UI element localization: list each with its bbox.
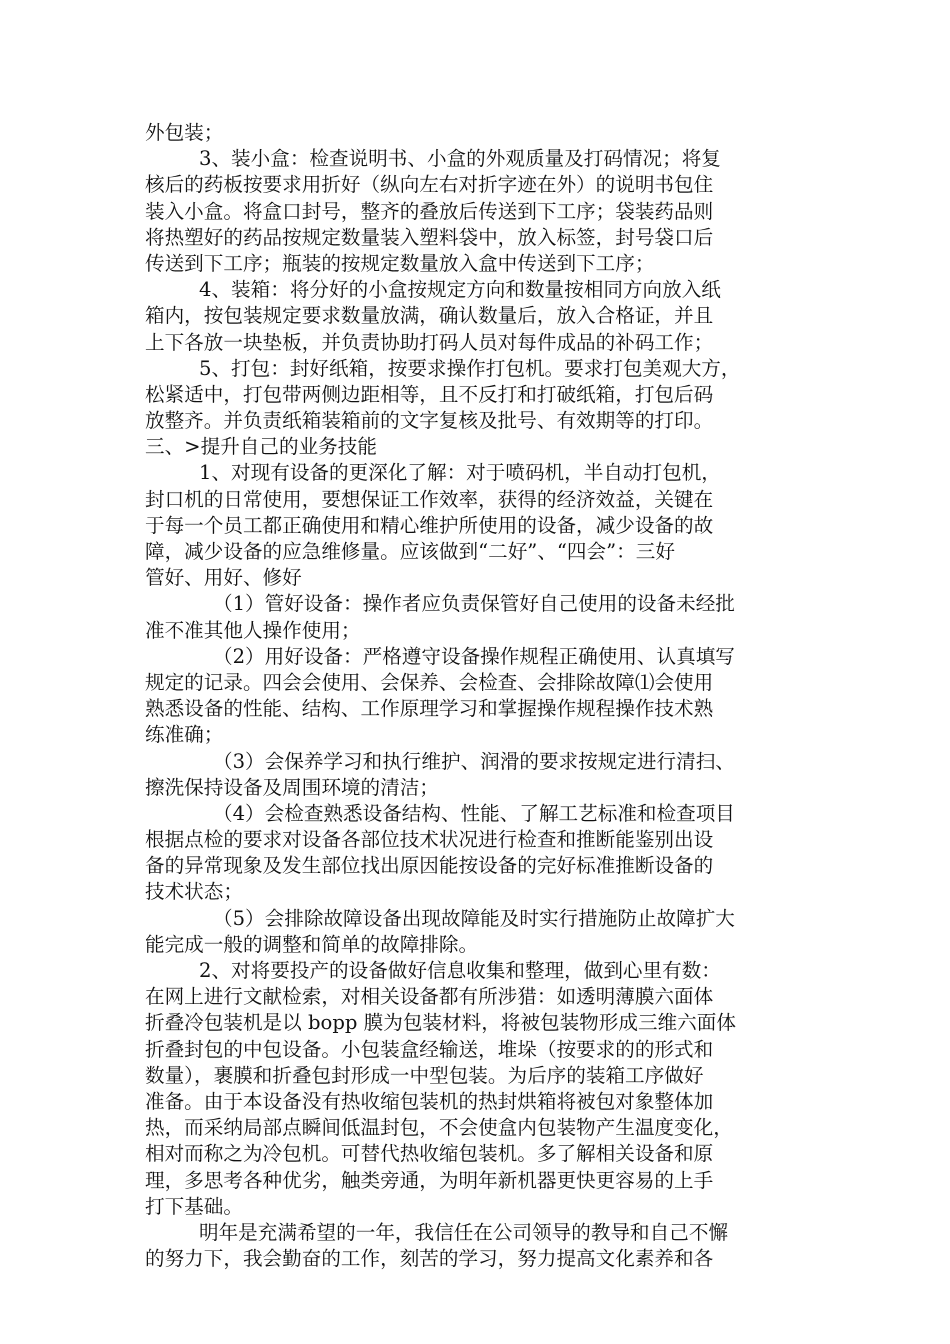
text-line: 准备。由于本设备没有热收缩包装机的热封烘箱将被包对象整体加: [145, 1089, 714, 1113]
text-line: 折叠封包的中包设备。小包装盒经输送，堆垛（按要求的的形式和: [145, 1037, 714, 1061]
text-line: 2、对将要投产的设备做好信息收集和整理，做到心里有数：: [199, 959, 721, 982]
text-line: 练准确；: [145, 723, 224, 747]
text-line: 在网上进行文献检索，对相关设备都有所涉猎：如透明薄膜六面体: [145, 985, 714, 1009]
text-line: 准不准其他人操作使用；: [145, 618, 361, 642]
text-line: 箱内，按包装规定要求数量放满，确认数量后，放入合格证，并且: [145, 304, 714, 328]
text-line: 传送到下工序；瓶装的按规定数量放入盒中传送到下工序；: [145, 251, 655, 275]
text-line: 1、对现有设备的更深化了解：对于喷码机，半自动打包机，: [199, 461, 721, 485]
text-line: 能完成一般的调整和简单的故障排除。: [145, 932, 479, 956]
text-line: 理，多思考各种优劣，触类旁通，为明年新机器更快更容易的上手: [145, 1168, 714, 1192]
text-line: 根据点检的要求对设备各部位技术状况进行检查和推断能鉴别出设: [145, 828, 714, 852]
text-line: 管好、用好、修好: [145, 566, 302, 590]
text-line: 封口机的日常使用，要想保证工作效率，获得的经济效益，关键在: [145, 487, 714, 511]
document-body: [145, 120, 809, 1272]
text-line: 备的异常现象及发生部位找出原因能按设备的完好标准推断设备的: [145, 854, 714, 878]
text-line: 障，减少设备的应急维修量。应该做到“二好”、“四会”：三好: [145, 540, 675, 563]
text-line: 于每一个员工都正确使用和精心维护所使用的设备，减少设备的故: [145, 513, 714, 537]
text-line: 3、装小盒：检查说明书、小盒的外观质量及打码情况；将复: [199, 147, 721, 171]
text-line: （5）会排除故障设备出现故障能及时实行措施防止故障扩大: [213, 906, 735, 930]
text-line: 技术状态；: [145, 880, 243, 904]
text-line: 松紧适中，打包带两侧边距相等，且不反打和打破纸箱，打包后码: [145, 382, 714, 406]
text-line: 上下各放一块垫板，并负责协助打码人员对每件成品的补码工作；: [145, 330, 714, 354]
text-line: （3）会保养学习和执行维护、润滑的要求按规定进行清扫、: [213, 749, 735, 773]
text-line: 擦洗保持设备及周围环境的清洁；: [145, 775, 439, 799]
text-line: 4、装箱：将分好的小盒按规定方向和数量按相同方向放入纸: [199, 278, 721, 302]
text-line: 数量），裹膜和折叠包封形成一中型包装。为后序的装箱工序做好: [145, 1063, 704, 1087]
text-line: 将热塑好的药品按规定数量装入塑料袋中，放入标签，封号袋口后: [145, 225, 714, 249]
text-line: 外包装；: [145, 121, 224, 144]
text-line: （2）用好设备：严格遵守设备操作规程正确使用、认真填写: [213, 644, 735, 668]
text-line: 热，而采纳局部点瞬间低温封包，不会使盒内包装物产生温度变化，: [145, 1116, 733, 1140]
text-line: 规定的记录。四会会使用、会保养、会检查、会排除故障⑴会使用: [145, 670, 714, 694]
text-line: 折叠冷包装机是以 bopp 膜为包装材料，将被包装物形成三维六面体: [145, 1011, 736, 1035]
text-line: 明年是充满希望的一年，我信任在公司领导的教导和自己不懈: [199, 1220, 729, 1244]
text-line: 相对而称之为冷包机。可替代热收缩包装机。多了解相关设备和原: [145, 1142, 714, 1166]
text-line: （4）会检查熟悉设备结构、性能、了解工艺标准和检查项目: [213, 801, 735, 825]
text-line: 放整齐。并负责纸箱装箱前的文字复核及批号、有效期等的打印。: [145, 409, 714, 433]
text-line: 熟悉设备的性能、结构、工作原理学习和掌握操作规程操作技术熟: [145, 697, 714, 721]
text-line: 装入小盒。将盒口封号，整齐的叠放后传送到下工序；袋装药品则: [145, 199, 714, 223]
text-line: 打下基础。: [145, 1194, 243, 1218]
text-line: （1）管好设备：操作者应负责保管好自己使用的设备未经批: [213, 592, 735, 616]
text-line: 的努力下，我会勤奋的工作，刻苦的学习，努力提高文化素养和各: [145, 1247, 714, 1271]
text-line: 5、打包：封好纸箱，按要求操作打包机。要求打包美观大方，: [199, 356, 741, 380]
text-line: 核后的药板按要求用折好（纵向左右对折字迹在外）的说明书包住: [145, 173, 714, 197]
text-line: 三、>提升自己的业务技能: [145, 435, 377, 459]
